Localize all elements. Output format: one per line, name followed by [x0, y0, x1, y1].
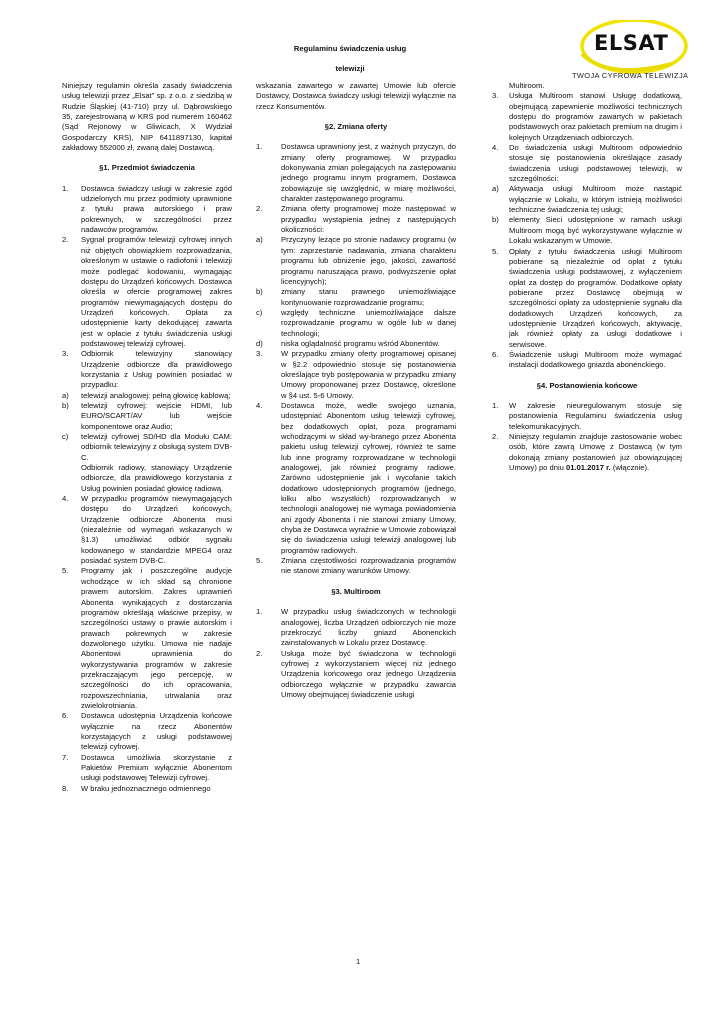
page-number: 1 [356, 957, 361, 966]
s1-item-3a: telewizji analogowej: pełną głowicę kablową; [81, 390, 231, 400]
document-title: Regulaminu świadczenia usług [293, 44, 407, 53]
list-item: 1. W zakresie nieuregulowanym stosuje się postanowienia Regulaminu świadczenia usług telekomunikacyjnych. [492, 400, 682, 431]
section-2-heading: §2. Zmiana oferty [324, 122, 388, 132]
s3-item-4: Do świadczenia usługi Multiroom odpowiednio stosuje się postanowienia określające zasady świadczenia usługi podstawowej telewizji, w szczególności: [509, 143, 682, 184]
s1-item-6: Dostawca udostępnia Urządzenia końcowe wyłącznie na rzecz Abonentów korzystających z usługi podstawowej telewizji cyfrowej. [81, 711, 232, 752]
list-item: c) telewizji cyfrowej SD/HD dla Modułu CAM: odbiornik telewizyjny z obsługą system DVB-C. [62, 432, 232, 462]
list-item: 4. W przypadku programów niewymagających dostępu do Urządzeń końcowych, Urządzenie odbiorcze Abonenta musi (niezależnie od wymagań wskazanych w §1.3) umożliwiać odbiór sygnału kodowanego w standardzie MPEG4 oraz posiadać system DVB-C. [62, 494, 232, 566]
document-title-line2: telewizji [335, 64, 365, 73]
s3-item-4a: Aktywacja usługi Multiroom może nastąpić wyłącznie w Lokalu, w którym istnieją możliwości techniczne świadczenia tej usługi; [509, 184, 682, 215]
intro-paragraph: Niniejszy regulamin określa zasady świadczenia usług telewizji przez „Elsat” sp. z o.o. z siedzibą w Rudzie Śląskiej (41-710) przy ul. Dąbrowskiego 35, zarejestrowaną w KRS pod numerem 160462 (Sąd Rejonowy w Gliwicach, X Wydział Gospodarczy KRS), NIP 6411897130, kapitał zakładowy 552000 zł, zwaną dalej Dostawcą. [62, 81, 232, 153]
list-item: 5. Programy jak i poszczególne audycje wchodzące w ich skład są chronione prawem autorskim. Zakres uprawnień Abonenta wynikających z dostarczania programów określają właściwe przepisy, w szczególności ustawy o prawie autorskim i prawach pokrewnych w zakresie dozwolonego użytku. Umowa nie nadaje Abonentowi uprawnienia do wykorzystywania programów w zakresie przekraczającym jego percepcję, w szczególności do ich opracowania, rozpowszechniania, utrwalania oraz zwielokrotniania. [62, 566, 232, 710]
s3-item-3: Usługa Multiroom stanowi Usługę dodatkową, obejmującą zapewnienie możliwości technicznych dostępu do programów zawartych w pakietach podstawowych oraz pakietach premium na drugim i kolejnych Urządzeniach odbiorczych. [509, 91, 682, 142]
list-item: 6. Dostawca udostępnia Urządzenia końcowe wyłącznie na rzecz Abonentów korzystających z usługi podstawowej telewizji cyfrowej. [62, 711, 232, 752]
s3-item-6: Świadczenie usługi Multiroom może wymagać instalacji dodatkowego gniazda abonenckiego. [509, 349, 682, 370]
list-item: 1. Dostawca uprawniony jest, z ważnych przyczyn, do zmiany oferty programowej. W przypadku dokonywania zmian polegających na zastępowaniu jednego programu innym programem, Dostawca zobowiązuje się uwzględnić, w miarę możliwości, charakter zastępowanego programu. [256, 142, 456, 204]
list-item: b) telewizji cyfrowej: wejście HDMI, lub EURO/SCART/AV lub wejście komponentowe oraz Audio; [62, 400, 232, 431]
s2-item-3: W przypadku zmiany oferty programowej opisanej w §2.2 odpowiednio stosuje się postanowienia określające tryb postępowania w przypadku zmiany Umowy proponowanej przez Dostawcę, określone w §4 ust. 5-6 Umowy. [281, 349, 456, 400]
s3-item-2-continued: Multiroom. [509, 81, 545, 90]
list-item: 5. Opłaty z tytułu świadczenia usługi Multiroom pobierane są niezależnie od opłat z tytułu świadczenia usługi podstawowej, z wyłączeniem opłat za dostęp do programów. Dodatkowe opłaty pobierane przez Dostawcę obejmują w szczególności opłaty za udostępnienie sygnału dla dodatkowych Urządzeń końcowych, za udostępnienie Urządzeń końcowych, aktywację, jak również opłaty za usługi dodatkowe i serwisowe. [492, 246, 682, 349]
s3-item-2: Usługa może być świadczona w technologii cyfrowej z wykorzystaniem więcej niż jednego Urządzenia końcowego oraz jednego Urządzenia odbiorczego wyłącznie w przypadku zawarcia Umowy obejmującej świadczenie usługi [281, 648, 456, 699]
effective-date: 01.01.2017 r. [565, 463, 611, 473]
s3-item-4b: elementy Sieci udostępnione w ramach usługi Multiroom mogą być wykorzystywane wyłącznie w Lokalu wskazanym w Umowie. [509, 215, 682, 246]
s2-item-2d: niska oglądalność programu wśród Abonentów. [281, 338, 440, 348]
section-1-heading: §1. Przedmiot świadczenia [99, 163, 195, 173]
s1-item-3c: telewizji cyfrowej SD/HD dla Modułu CAM: odbiornik telewizyjny z obsługą system DVB-C. [81, 432, 232, 462]
s1-item-3: Odbiornik telewizyjny stanowiący Urządzenie odbiorcze dla prawidłowego korzystania z Usług powinien posiadać w przypadku: [81, 349, 232, 390]
list-item: 6. Świadczenie usługi Multiroom może wymagać instalacji dodatkowego gniazda abonenckiego. [492, 349, 682, 370]
s2-item-2a: Przyczyny leżące po stronie nadawcy programu (w tym: zaprzestanie nadawania, zmiana charakteru programu lub obniżenie jego, jakości, zawartość programu naruszająca prawo, podwyższenie opłat licencyjnych); [281, 235, 456, 286]
s3-item-5: Opłaty z tytułu świadczenia usługi Multiroom pobierane są niezależnie od opłat z tytułu świadczenia usługi podstawowej, z wyłączeniem opłat za dostęp do programów. Dodatkowe opłaty pobierane przez Dostawcę obejmują w szczególności opłaty za udostępnienie sygnału dla dodatkowych Urządzeń końcowych, za udostępnienie Urządzeń końcowych, aktywację, jak również opłaty za usługi dodatkowe i serwisowe. [509, 246, 682, 349]
list-item: 4. Dostawca może, wedle swojego uznania, udostępniać Abonentom usług telewizji cyfrowej, bez dodatkowych opłat, poza programami wchodzącymi w skład wy-branego przez Abonenta pakietu usług telewizji cyfrowej, również te same lub inne programy rozprowadzane w technologii analogowej, jak również programy radiowe. Zarówno udostępnienie jak i wycofanie takich dodatkowo udostępnionych programów (jednego, kilku albo wszystkich) rozprowadzanych w technologii analogowej nie wymaga powiadomienia ani zgody Abonenta i nie stanowi zmiany Umowy, chyba że Dostawca wyraźnie w Umowie zobowiązał się do świadczenia usługi telewizji analogowej lub programów radiowych. [256, 400, 456, 555]
list-item: a) telewizji analogowej: pełną głowicę kablową; [62, 390, 231, 400]
s1-item-7: Dostawca umożliwia skorzystanie z Pakietów Premium wyłącznie Abonentom usługi podstawowej Telewizji cyfrowej. [81, 752, 232, 783]
s1-item-8-continued: wskazania zawartego w zawartej Umowie lub ofercie Dostawcy, Dostawca świadczy usługi telewizji wyłącznie na rzecz Konsumentów. [256, 81, 456, 111]
s1-item-5: Programy jak i poszczególne audycje wchodzące w ich skład są chronione prawem autorskim. Zakres uprawnień Abonenta wynikających z dostarczania programów określają właściwe przepisy, w szczególności ustawy o prawie autorskim i prawach pokrewnych w zakresie dozwolonego użytku. Umowa nie nadaje Abonentowi uprawnienia do wykorzystywania programów w zakresie przekraczającym jego percepcję, w szczególności do ich opracowania, rozpowszechniania, utrwalania oraz zwielokrotniania. [81, 566, 232, 710]
s4-item-1: W zakresie nieuregulowanym stosuje się postanowienia Regulaminu świadczenia usług telekomunikacyjnych. [509, 400, 682, 431]
s1-item-3-note: Odbiornik radiowy, stanowiący Urządzenie odbiorcze, dla prawidłowego korzystania z Usług powinien posiadać głowicę radiową. [81, 463, 232, 493]
list-item: a) Przyczyny leżące po stronie nadawcy programu (w tym: zaprzestanie nadawania, zmiana charakteru programu lub obniżenie jego, jakości, zawartość programu naruszająca prawo, podwyższenie opłat licencyjnych); [256, 235, 456, 286]
s4-item-2 [509, 432, 682, 473]
s4-item-2-end: (włącznie). [610, 463, 650, 473]
list-item: 2. Usługa może być świadczona w technologii cyfrowej z wykorzystaniem więcej niż jednego Urządzenia końcowego oraz jednego Urządzenia odbiorczego wyłącznie w przypadku zawarcia Umowy obejmującej świadczenie usługi [256, 648, 456, 699]
s1-item-8: W braku jednoznacznego odmiennego [81, 783, 211, 793]
s1-item-3b: telewizji cyfrowej: wejście HDMI, lub EURO/SCART/AV lub wejście komponentowe oraz Audio; [81, 400, 232, 431]
list-item: 1. W przypadku usług świadczonych w technologii analogowej, liczba Urządzeń odbiorczych nie może przekroczyć liczby gniazd Abonenckich zainstalowanych w Lokalu przez Dostawcę. [256, 607, 456, 648]
column-2 [256, 81, 456, 700]
s2-item-1: Dostawca uprawniony jest, z ważnych przyczyn, do zmiany oferty programowej. W przypadku dokonywania zmian polegających na zastępowaniu jednego programu innym programem, Dostawca zobowiązuje się uwzględnić, w miarę możliwości, charakter zastępowanego programu. [281, 142, 456, 204]
list-item: 2. Zmiana oferty programowej może następować w przypadku wystąpienia jednej z następujących okoliczności: [256, 204, 456, 235]
list-item: 3. Usługa Multiroom stanowi Usługę dodatkową, obejmującą zapewnienie możliwości technicznych dostępu do programów zawartych w pakietach podstawowych oraz pakietach premium na drugim i kolejnych Urządzeniach odbiorczych. [492, 91, 682, 142]
list-item: 5. Zmiana częstotliwości rozprowadzania programów nie stanowi zmiany warunków Umowy. [256, 556, 456, 576]
logo-wordmark: ELSAT [594, 31, 669, 55]
list-item: 3. Odbiornik telewizyjny stanowiący Urządzenie odbiorcze dla prawidłowego korzystania z Usług powinien posiadać w przypadku: [62, 349, 232, 390]
list-item: 1. Dostawca świadczy usługi w zakresie zgód udzielonych mu przez podmioty uprawnione z tytułu prawa autorskiego i praw pokrewnych, w szczególności przez nadawców programów. [62, 183, 232, 235]
list-item: 3. W przypadku zmiany oferty programowej opisanej w §2.2 odpowiednio stosuje się postanowienia określające tryb postępowania w przypadku zmiany Umowy proponowanej przez Dostawcę, określone w §4 ust. 5-6 Umowy. [256, 349, 456, 400]
s3-item-1: W przypadku usług świadczonych w technologii analogowej, liczba Urządzeń odbiorczych nie może przekroczyć liczby gniazd Abonenckich zainstalowanych w Lokalu przez Dostawcę. [281, 607, 456, 648]
list-item: a) Aktywacja usługi Multiroom może nastąpić wyłącznie w Lokalu, w którym istnieją możliwości techniczne świadczenia tej usługi; [492, 184, 682, 215]
list-item: b) elementy Sieci udostępnione w ramach usługi Multiroom mogą być wykorzystywane wyłącznie w Lokalu wskazanym w Umowie. [492, 215, 682, 246]
s1-item-4: W przypadku programów niewymagających dostępu do Urządzeń końcowych, Urządzenie odbiorcze Abonenta musi (niezależnie od wymagań wskazanych w §1.3) umożliwiać odbiór sygnału kodowanego w standardzie MPEG4 oraz posiadać system DVB-C. [81, 494, 232, 566]
s2-item-2b: zmiany stanu prawnego uniemożliwiające kontynuowanie rozprowadzanie programu; [281, 287, 456, 307]
s1-item-1: Dostawca świadczy usługi w zakresie zgód udzielonych mu przez podmioty uprawnione z tytułu prawa autorskiego i praw pokrewnych, w szczególności przez nadawców programów. [81, 183, 232, 235]
s2-item-5: Zmiana częstotliwości rozprowadzania programów nie stanowi zmiany warunków Umowy. [281, 556, 456, 576]
list-item: c) względy techniczne uniemożliwiające dalsze rozprowadzanie programu w ogóle lub w danej technologii; [256, 307, 456, 338]
list-item: 8. W braku jednoznacznego odmiennego [62, 784, 232, 794]
list-item: d) niska oglądalność programu wśród Abonentów. [256, 339, 456, 349]
s2-item-2: Zmiana oferty programowej może następować w przypadku wystąpienia jednej z następujących okoliczności: [281, 204, 456, 235]
column-1 [62, 81, 232, 794]
s4-item-2-text: Niniejszy regulamin znajduje zastosowanie wobec osób, które zawrą Umowę z Dostawcą (w tym dokonają zmiany postanowień już obowiązującej Umowy) po dniu [509, 432, 682, 473]
s2-item-2c: względy techniczne uniemożliwiające dalsze rozprowadzanie programu w ogóle lub w danej technologii; [281, 307, 456, 338]
column-3 [492, 81, 682, 473]
s1-item-2: Sygnał programów telewizji cyfrowej innych niż objętych obowiązkiem rozprowadzania, określonym w ustawie o radiofonii i telewizji może podlegać kodowaniu, wymagając dostępu do Urządzeń końcowych. Dostawca określa w ofercie programowej zakres programów niewymagających dostępu do Urządzeń końcowych. Opłata za udostępnienie karty dekodującej zawarta jest w opłacie z tytułu świadczenia usługi podstawowej telewizji cyfrowej. [81, 235, 232, 348]
section-4-heading: §4. Postanowienia końcowe [536, 380, 638, 390]
logo-tagline: TWOJA CYFROWA TELEWIZJA [572, 71, 689, 80]
s2-item-4: Dostawca może, wedle swojego uznania, udostępniać Abonentom usług telewizji cyfrowej, bez dodatkowych opłat, poza programami wchodzącymi w skład wy-branego przez Abonenta pakietu usług telewizji cyfrowej, również te same lub inne programy rozprowadzane w technologii analogowej, jak również programy radiowe. Zarówno udostępnienie jak i wycofanie takich dodatkowo udostępnionych programów (jednego, kilku albo wszystkich) rozprowadzanych w technologii analogowej nie wymaga powiadomienia ani zgody Abonenta i nie stanowi zmiany Umowy, chyba że Dostawca wyraźnie w Umowie zobowiązał się do świadczenia usługi telewizji analogowej lub programów radiowych. [281, 400, 456, 555]
list-item: 7. Dostawca umożliwia skorzystanie z Pakietów Premium wyłącznie Abonentom usługi podstawowej Telewizji cyfrowej. [62, 752, 232, 783]
list-item: 4. Do świadczenia usługi Multiroom odpowiednio stosuje się postanowienia określające zasady świadczenia usługi podstawowej telewizji, w szczególności: [492, 143, 682, 184]
section-3-heading: §3. Multiroom [331, 586, 381, 596]
list-item: 2. Niniejszy regulamin znajduje zastosowanie wobec osób, które zawrą Umowę z Dostawcą (w tym dokonają zmiany postanowień już obowiązującej Umowy) po dniu 01.01.2017 r. (włącznie). [492, 432, 682, 473]
list-item: 2. Sygnał programów telewizji cyfrowej innych niż objętych obowiązkiem rozprowadzania, określonym w ustawie o radiofonii i telewizji może podlegać kodowaniu, wymagając dostępu do Urządzeń końcowych. Dostawca określa w ofercie programowej zakres programów niewymagających dostępu do Urządzeń końcowych. Opłata za udostępnienie karty dekodującej zawarta jest w opłacie z tytułu świadczenia usługi podstawowej telewizji cyfrowej. [62, 235, 232, 348]
logo-swoosh [582, 54, 672, 70]
list-item: b) zmiany stanu prawnego uniemożliwiające kontynuowanie rozprowadzanie programu; [256, 287, 456, 307]
